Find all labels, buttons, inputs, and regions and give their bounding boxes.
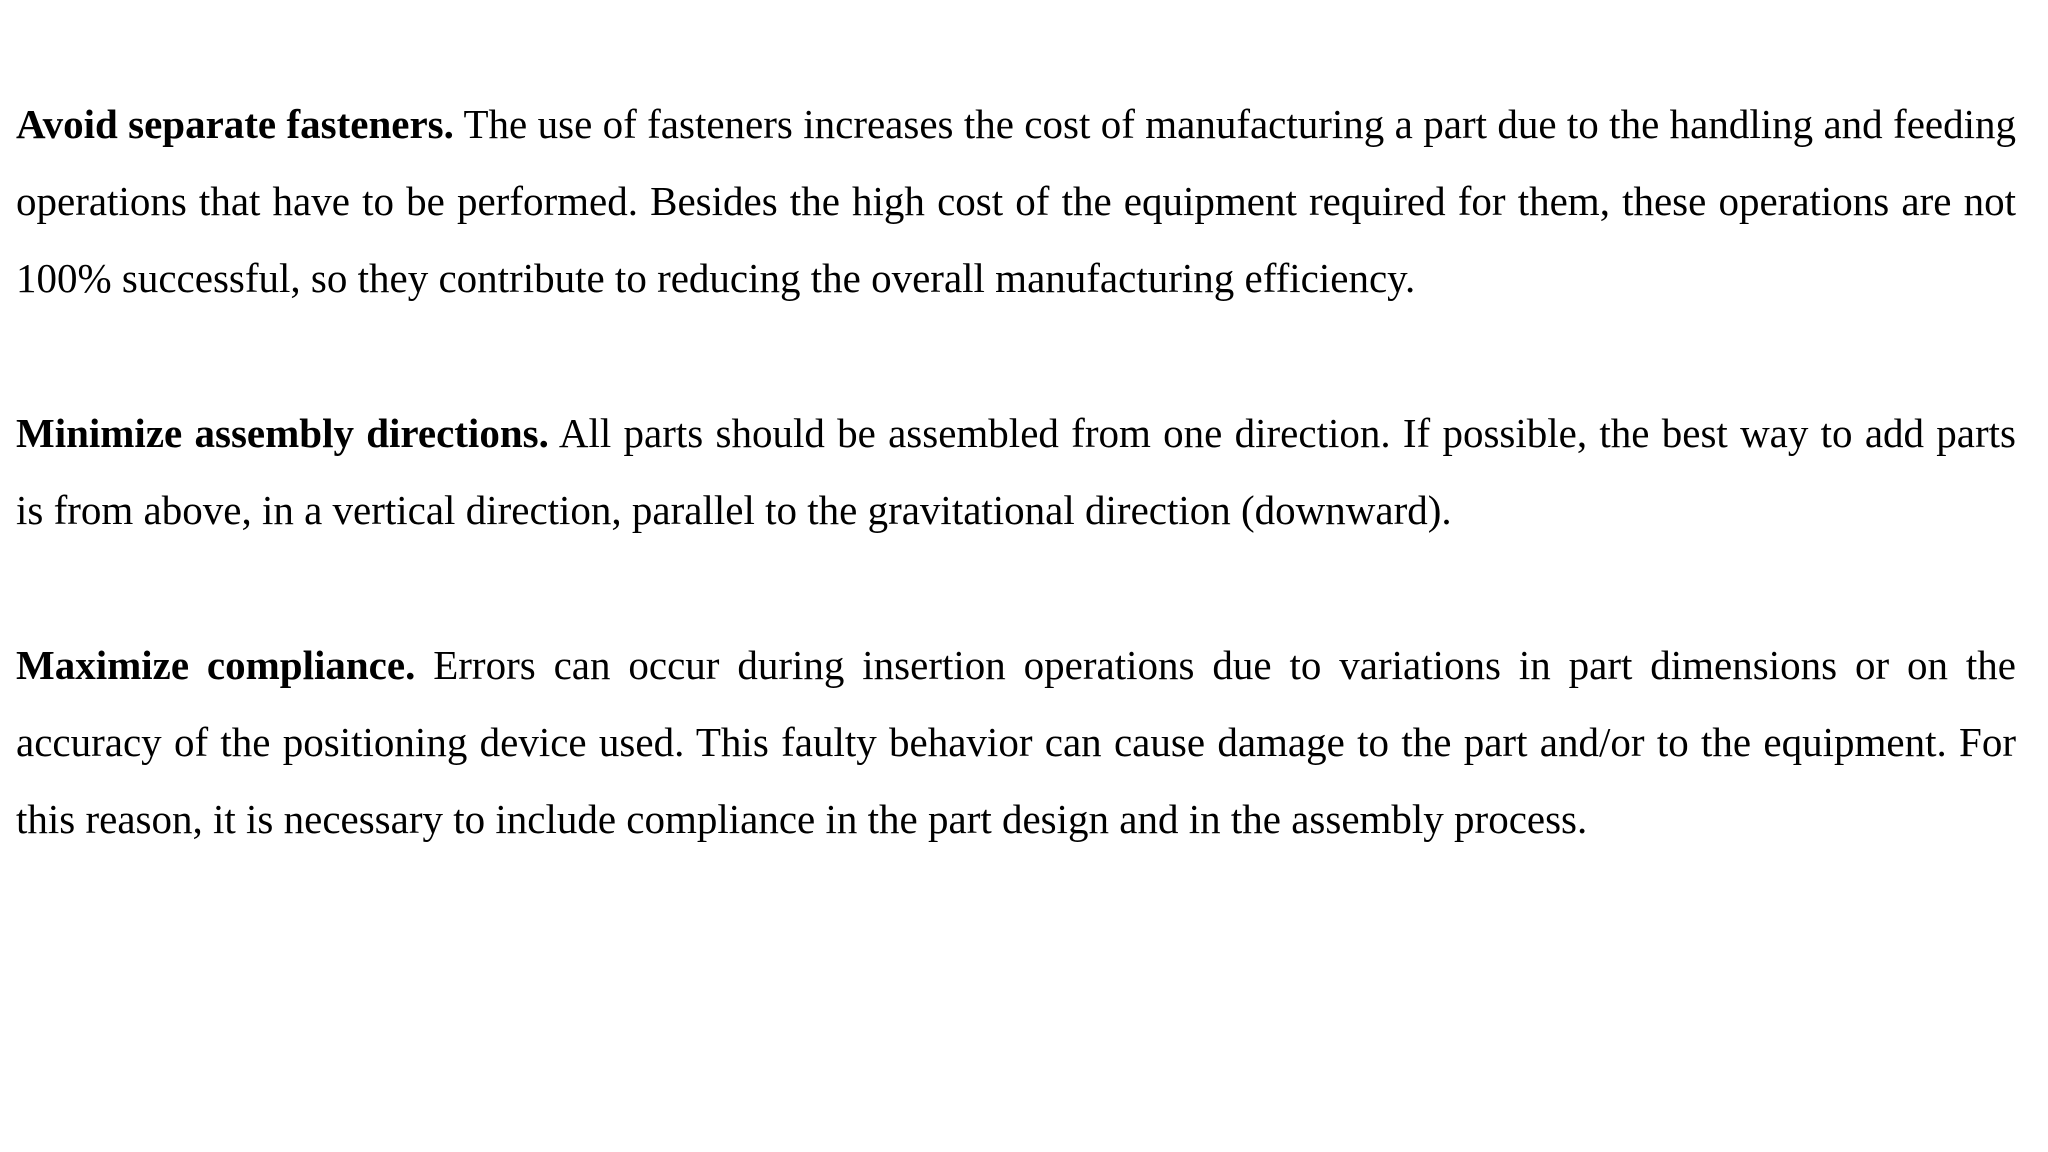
paragraph-maximize-compliance: [16, 627, 2016, 858]
paragraph-text: All parts should be assembled from one direction. If possible, the best way to add parts is from above, in a vertical direction, parallel to the gravitational direction (downward).: [16, 410, 2017, 533]
paragraph-avoid-separate-fasteners: [16, 86, 2016, 317]
paragraph-minimize-assembly-directions: [16, 395, 2016, 549]
paragraph-heading: Minimize assembly directions.: [16, 410, 549, 456]
paragraph-heading: Avoid separate fasteners.: [16, 101, 454, 147]
paragraph-heading: Maximize compliance.: [16, 642, 416, 688]
document-body: [16, 86, 2016, 936]
paragraph-text: Errors can occur during insertion operations due to variations in part dimensions or on the accuracy of the positioning device used. This faulty behavior can cause damage to the part and/or to the equipment. For this reason, it is necessary to include compliance in the part design and in the assembly process.: [16, 642, 2017, 842]
paragraph-text: The use of fasteners increases the cost of manufacturing a part due to the handling and feeding operations that have to be performed. Besides the high cost of the equipment required for them, these operations are not 100% successful, so they contribute to reducing the overall manufacturing efficiency.: [16, 101, 2016, 301]
